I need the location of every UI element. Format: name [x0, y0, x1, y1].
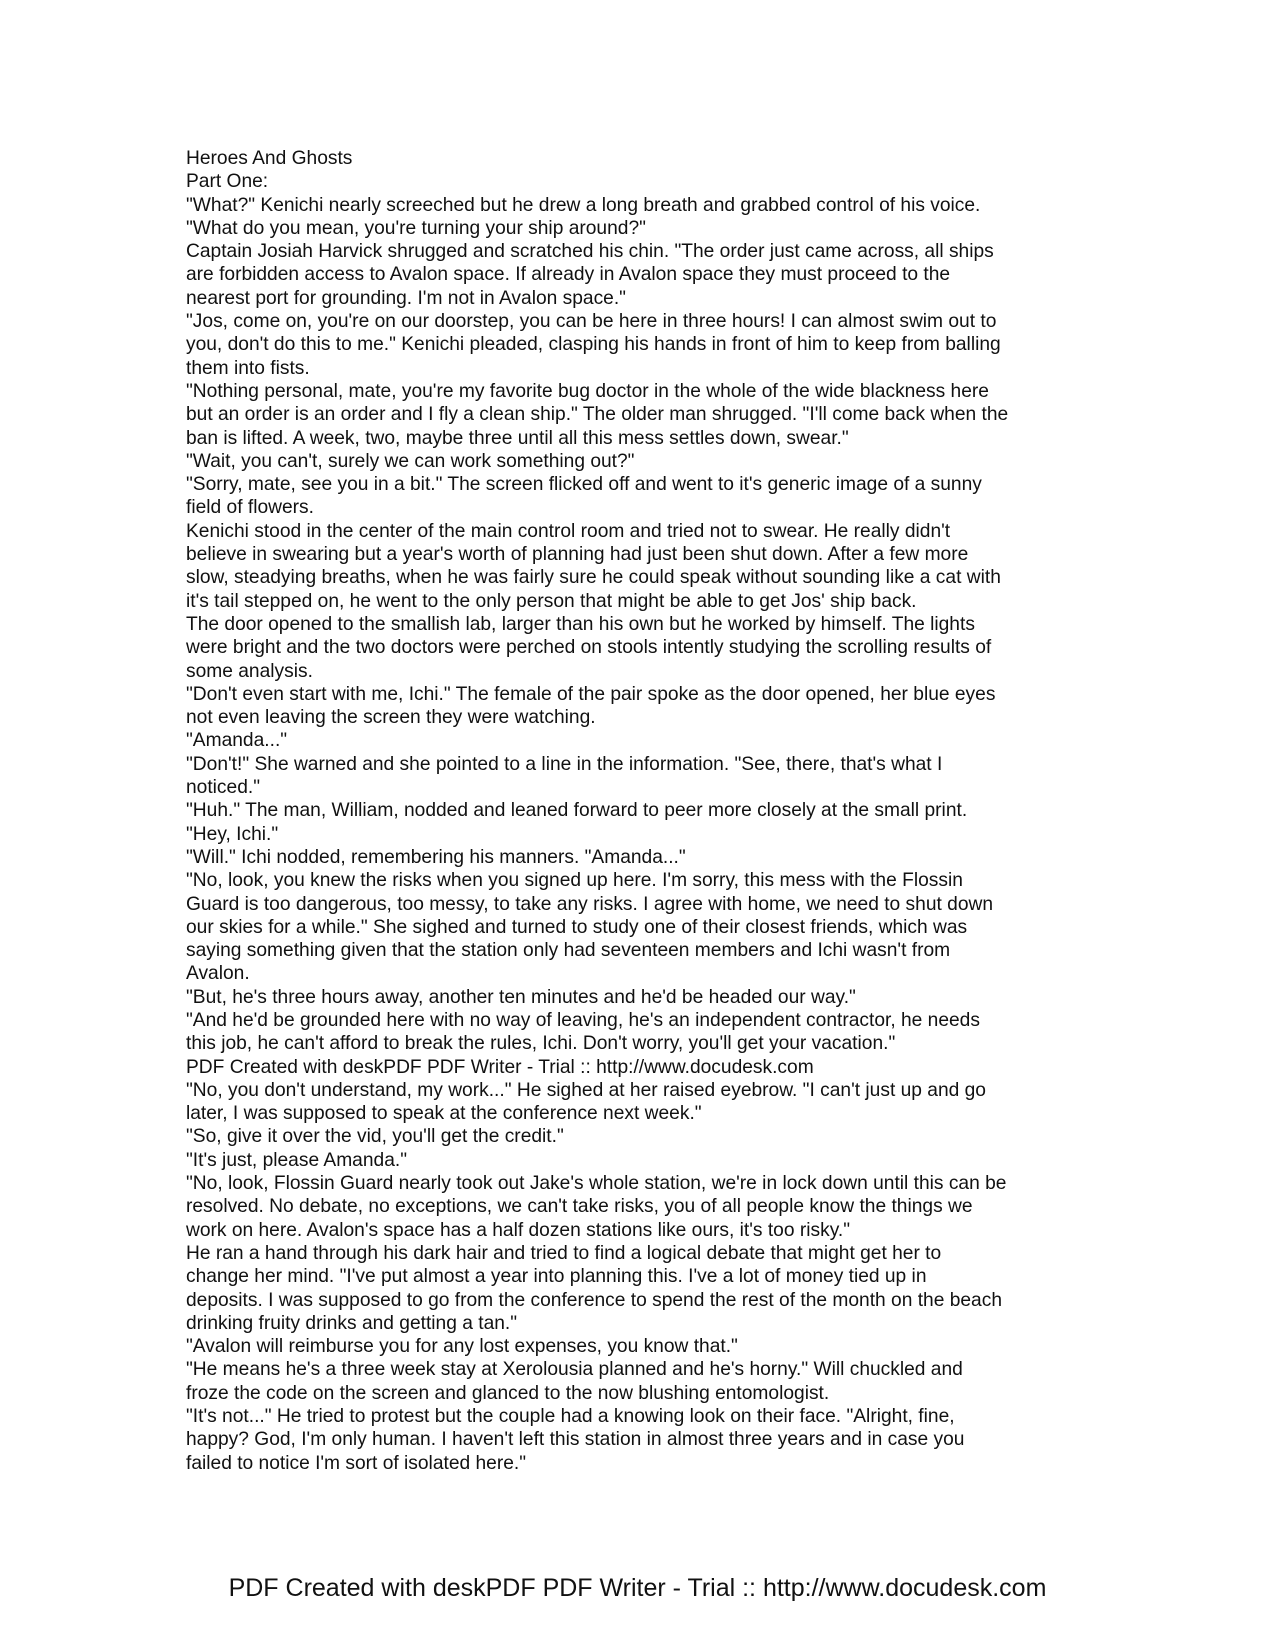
- part-heading: Part One:: [186, 171, 269, 193]
- text-line: drinking fruity drinks and getting a tan.": [186, 1312, 518, 1334]
- text-line: "Sorry, mate, see you in a bit." The screen flicked off and went to it's generic image of a sunny: [186, 474, 982, 496]
- text-line: "Amanda...": [186, 730, 288, 752]
- text-line: He ran a hand through his dark hair and tried to find a logical debate that might get her to: [186, 1242, 942, 1264]
- text-line: "What?" Kenichi nearly screeched but he drew a long breath and grabbed control of his voice.: [186, 194, 981, 216]
- text-line: happy? God, I'm only human. I haven't left this station in almost three years and in case you: [186, 1429, 965, 1451]
- text-line: work on here. Avalon's space has a half dozen stations like ours, it's too risky.": [186, 1219, 851, 1241]
- text-line: but an order is an order and I fly a clean ship." The older man shrugged. "I'll come back when the: [186, 404, 1009, 426]
- text-line: froze the code on the screen and glanced to the now blushing entomologist.: [186, 1382, 830, 1404]
- text-line: them into fists.: [186, 357, 310, 379]
- text-line: "Huh." The man, William, nodded and leaned forward to peer more closely at the small print.: [186, 800, 968, 822]
- text-line: "Hey, Ichi.": [186, 823, 279, 845]
- text-line: slow, steadying breaths, when he was fairly sure he could speak without sounding like a cat with: [186, 567, 1001, 589]
- text-line: this job, he can't afford to break the rules, Ichi. Don't worry, you'll get your vacation.": [186, 1033, 896, 1055]
- text-line: noticed.": [186, 777, 261, 799]
- text-line: "And he'd be grounded here with no way of leaving, he's an independent contractor, he needs: [186, 1009, 980, 1031]
- text-line: were bright and the two doctors were perched on stools intently studying the scrolling results of: [186, 637, 992, 659]
- text-line: "No, you don't understand, my work..." He sighed at her raised eyebrow. "I can't just up and go: [186, 1079, 986, 1101]
- inline-watermark-line: PDF Created with deskPDF PDF Writer - Trial :: http://www.docudesk.com: [186, 1056, 814, 1078]
- text-line: "But, he's three hours away, another ten minutes and he'd be headed our way.": [186, 986, 856, 1008]
- text-line: "It's just, please Amanda.": [186, 1149, 408, 1171]
- text-line: later, I was supposed to speak at the conference next week.": [186, 1103, 702, 1125]
- text-line: resolved. No debate, no exceptions, we can't take risks, you of all people know the things we: [186, 1196, 973, 1218]
- text-line: "Will." Ichi nodded, remembering his manners. "Amanda...": [186, 846, 686, 868]
- text-line: "Nothing personal, mate, you're my favorite bug doctor in the whole of the wide blackness here: [186, 380, 989, 402]
- text-line: deposits. I was supposed to go from the conference to spend the rest of the month on the beach: [186, 1289, 1002, 1311]
- text-line: nearest port for grounding. I'm not in Avalon space.": [186, 287, 626, 309]
- text-line: "What do you mean, you're turning your ship around?": [186, 217, 646, 239]
- text-line: "It's not..." He tried to protest but the couple had a knowing look on their face. "Alright, fine,: [186, 1406, 955, 1428]
- text-line: not even leaving the screen they were watching.: [186, 707, 596, 729]
- text-line: some analysis.: [186, 660, 313, 682]
- page-footer-watermark: PDF Created with deskPDF PDF Writer - Trial :: http://www.docudesk.com: [228, 1574, 1047, 1602]
- text-line: The door opened to the smallish lab, larger than his own but he worked by himself. The lights: [186, 613, 975, 635]
- text-line: "Don't!" She warned and she pointed to a line in the information. "See, there, that's what I: [186, 753, 943, 775]
- document-body: [186, 147, 1086, 1475]
- text-line: Avalon.: [186, 963, 250, 985]
- text-line: it's tail stepped on, he went to the only person that might be able to get Jos' ship back.: [186, 590, 917, 612]
- text-line: "Wait, you can't, surely we can work something out?": [186, 450, 635, 472]
- text-line: believe in swearing but a year's worth of planning had just been shut down. After a few more: [186, 544, 969, 566]
- text-line: field of flowers.: [186, 497, 314, 519]
- text-line: Guard is too dangerous, too messy, to take any risks. I agree with home, we need to shut down: [186, 893, 994, 915]
- document-title: Heroes And Ghosts: [186, 148, 353, 169]
- text-line: failed to notice I'm sort of isolated here.": [186, 1452, 527, 1474]
- text-line: change her mind. "I've put almost a year into planning this. I've a lot of money tied up in: [186, 1266, 927, 1288]
- text-line: "Don't even start with me, Ichi." The female of the pair spoke as the door opened, her blue eyes: [186, 683, 996, 705]
- text-line: "Avalon will reimburse you for any lost expenses, you know that.": [186, 1336, 738, 1358]
- text-line: Captain Josiah Harvick shrugged and scratched his chin. "The order just came across, all ships: [186, 241, 994, 263]
- text-line: Kenichi stood in the center of the main control room and tried not to swear. He really didn't: [186, 520, 951, 542]
- text-line: "No, look, you knew the risks when you signed up here. I'm sorry, this mess with the Flossin: [186, 870, 963, 892]
- text-line: "He means he's a three week stay at Xerolousia planned and he's horny." Will chuckled and: [186, 1359, 963, 1381]
- text-line: ban is lifted. A week, two, maybe three until all this mess settles down, swear.": [186, 427, 849, 449]
- text-line: are forbidden access to Avalon space. If already in Avalon space they must proceed to the: [186, 264, 951, 286]
- text-line: our skies for a while." She sighed and turned to study one of their closest friends, which was: [186, 916, 968, 938]
- text-line: "So, give it over the vid, you'll get the credit.": [186, 1126, 564, 1148]
- text-line: "No, look, Flossin Guard nearly took out Jake's whole station, we're in lock down until this can be: [186, 1173, 1007, 1195]
- text-line: you, don't do this to me." Kenichi pleaded, clasping his hands in front of him to keep from balling: [186, 334, 1001, 356]
- text-line: "Jos, come on, you're on our doorstep, you can be here in three hours! I can almost swim out to: [186, 311, 997, 333]
- text-line: saying something given that the station only had seventeen members and Ichi wasn't from: [186, 940, 951, 962]
